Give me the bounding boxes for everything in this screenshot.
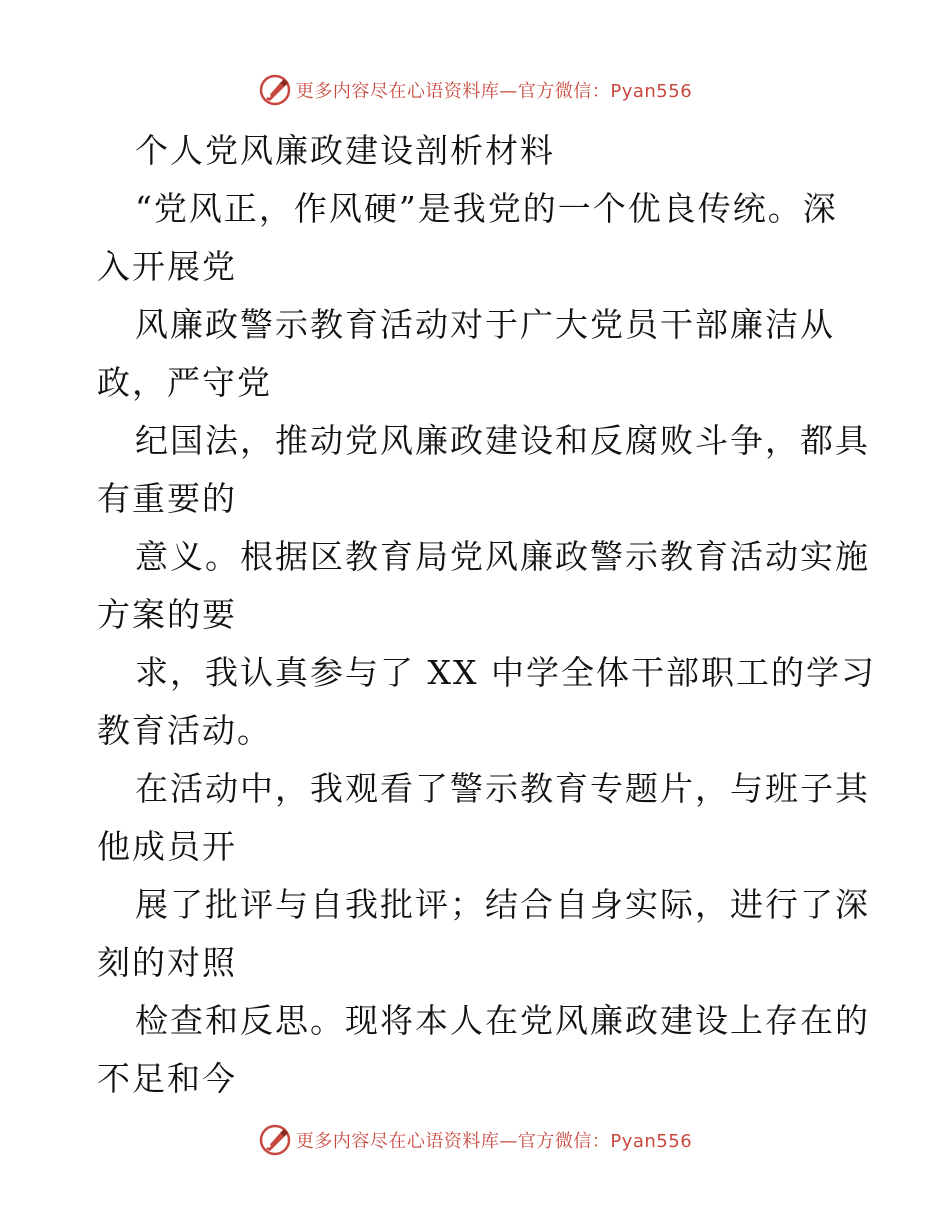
text-line: 纪国法，推动党风廉政建设和反腐败斗争，都具: [135, 421, 870, 460]
header-banner: [0, 70, 950, 110]
text-line: 政，严守党: [97, 363, 272, 402]
text-line: 入开展党: [97, 247, 237, 286]
text-line: 展了批评与自我批评；结合自身实际，进行了深: [135, 885, 870, 924]
text-line: 在活动中，我观看了警示教育专题片，与班子其: [135, 769, 870, 808]
pen-nib-logo-icon: [258, 73, 292, 107]
text-line: 方案的要: [97, 595, 237, 634]
text-line: 不足和今: [97, 1059, 237, 1098]
banner-text: 更多内容尽在心语资料库—官方微信：Pyan556: [295, 1131, 693, 1152]
document-title: 个人党风廉政建设剖析材料: [135, 131, 555, 170]
text-line: “党风正，作风硬”是我党的一个优良传统。深: [135, 189, 838, 228]
text-line: 有重要的: [97, 479, 237, 518]
text-line: 刻的对照: [97, 943, 237, 982]
text-line: 意义。根据区教育局党风廉政警示教育活动实施: [135, 537, 870, 576]
text-line: 风廉政警示教育活动对于广大党员干部廉洁从: [135, 305, 835, 344]
document-body: [97, 122, 876, 1108]
pen-nib-logo-icon: [258, 1123, 292, 1157]
banner-text: 更多内容尽在心语资料库—官方微信：Pyan556: [295, 81, 693, 102]
footer-banner: [0, 1120, 950, 1160]
text-line: 他成员开: [97, 827, 237, 866]
text-line: 教育活动。: [97, 711, 272, 750]
text-line: 求，我认真参与了 XX 中学全体干部职工的学习: [135, 653, 876, 692]
text-line: 检查和反思。现将本人在党风廉政建设上存在的: [135, 1001, 870, 1040]
